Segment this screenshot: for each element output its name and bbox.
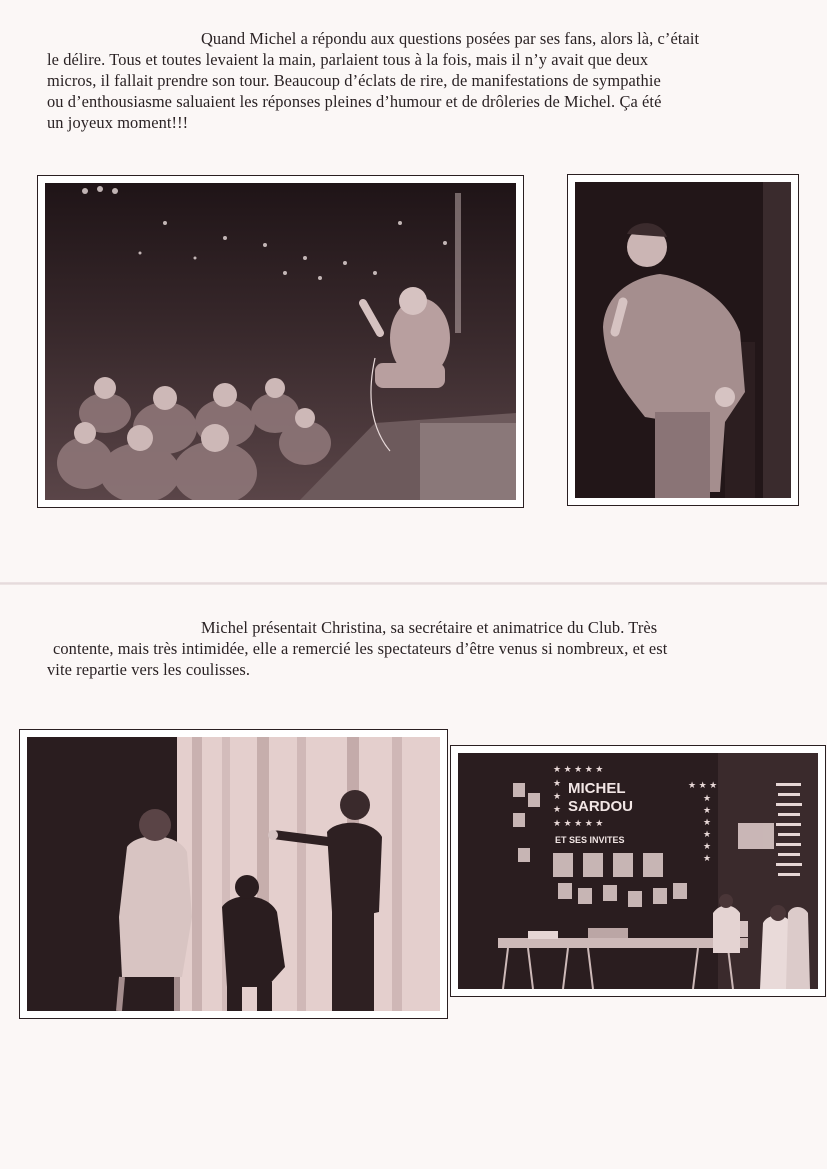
paragraph-line: Quand Michel a répondu aux questions posées par ses fans, alors là, c’était — [201, 29, 700, 48]
photo-image — [458, 753, 818, 989]
svg-text:★: ★ — [703, 793, 712, 803]
photo-image — [27, 737, 440, 1011]
banner-title-line-2: SARDOU — [568, 798, 634, 815]
svg-text:★ ★ ★ ★ ★: ★ ★ ★ ★ ★ — [553, 818, 604, 828]
photo-image — [575, 182, 791, 498]
svg-text:★ ★ ★: ★ ★ ★ — [688, 780, 718, 790]
paragraph-line: le délire. Tous et toutes levaient la main, parlaient tous à la fois, mais il n’y avait que deux — [47, 50, 649, 69]
paragraph-line: micros, il fallait prendre son tour. Beaucoup d’éclats de rire, de manifestations de sympathie — [47, 71, 661, 90]
svg-text:★: ★ — [703, 805, 712, 815]
photo-audience-questions — [37, 175, 524, 508]
paper-fold-line — [0, 582, 827, 585]
photo-image — [45, 183, 516, 500]
paragraph-line: Michel présentait Christina, sa secrétaire et animatrice du Club. Très — [201, 618, 658, 637]
paragraph-line: vite repartie vers les coulisses. — [47, 660, 251, 679]
svg-text:★: ★ — [703, 817, 712, 827]
paragraph-line: un joyeux moment!!! — [47, 113, 189, 132]
svg-text:★: ★ — [703, 829, 712, 839]
svg-text:★: ★ — [553, 778, 562, 788]
banner-title-line-1: MICHEL — [568, 780, 626, 797]
photo-club-stand — [450, 745, 826, 997]
svg-text:★: ★ — [703, 841, 712, 851]
photo-michel-speaking — [567, 174, 799, 506]
paragraph-line: contente, mais très intimidée, elle a remercié les spectateurs d’être venus si nombreux, et est — [53, 639, 668, 658]
paragraph-line: ou d’enthousiasme saluaient les réponses pleines d’humour et de drôleries de Michel. Ça été — [47, 92, 662, 111]
paragraph-christina — [47, 617, 791, 680]
paragraph-questions — [47, 28, 791, 133]
svg-text:★ ★ ★ ★ ★: ★ ★ ★ ★ ★ — [553, 764, 604, 774]
photo-christina-stage — [19, 729, 448, 1019]
banner-subtitle: ET SES INVITES — [555, 835, 625, 845]
svg-text:★: ★ — [553, 804, 562, 814]
svg-text:★: ★ — [703, 853, 712, 863]
svg-text:★: ★ — [553, 791, 562, 801]
